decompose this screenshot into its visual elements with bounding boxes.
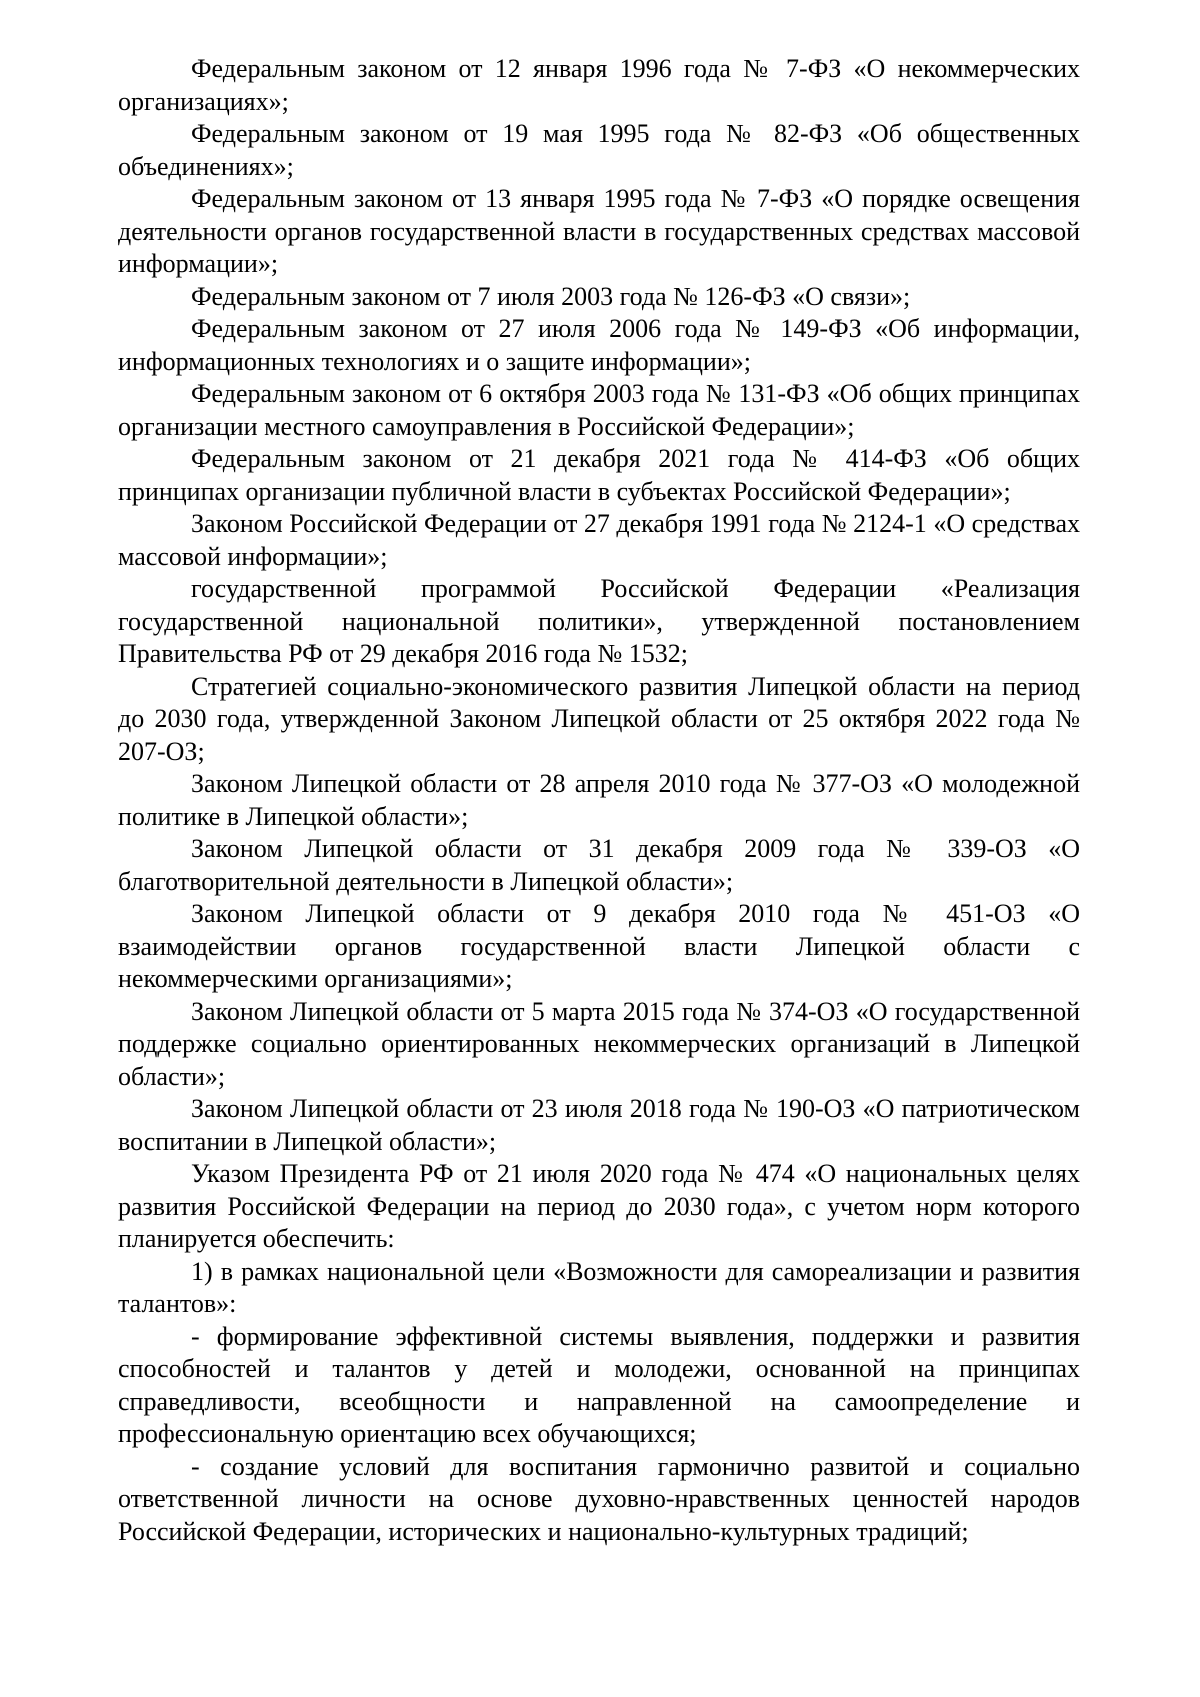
paragraph-national-goal: 1) в рамках национальной цели «Возможности для самореализации и развития талантов»: xyxy=(118,1256,1080,1318)
paragraph-goal-item-education: - создание условий для воспитания гармонично развитой и социально ответственной личности на основе духовно-нравственных ценностей народов Российской Федерации, исторических и национально-культурных традиций; xyxy=(118,1451,1080,1546)
paragraph-law-nko-support: Законом Липецкой области от 5 марта 2015 года № 374-ОЗ «О государственной поддержке социально ориентированных некоммерческих организаций в Липецкой области»; xyxy=(118,996,1080,1091)
paragraph-law-nko-interaction: Законом Липецкой области от 9 декабря 2010 года № 451-ОЗ «О взаимодействии органов государственной власти Липецкой области с некоммерческими организациями»; xyxy=(118,899,1080,993)
paragraph-law-information: Федеральным законом от 27 июля 2006 года № 149-ФЗ «Об информации, информационных технологиях и о защите информации»; xyxy=(118,314,1080,376)
paragraph-law-mass-media: Законом Российской Федерации от 27 декабря 1991 года № 2124-1 «О средствах массовой информации»; xyxy=(118,509,1080,571)
paragraph-development-strategy: Стратегией социально-экономического развития Липецкой области на период до 2030 года, утвержденной Законом Липецкой области от 25 октября 2022 года № 207-ОЗ; xyxy=(118,671,1080,766)
paragraph-state-program: государственной программой Российской Федерации «Реализация государственной национальной политики», утвержденной постановлением Правительства РФ от 29 декабря 2016 года № 1532; xyxy=(118,574,1080,668)
paragraph-goal-item-talents: - формирование эффективной системы выявления, поддержки и развития способностей и талантов у детей и молодежи, основанной на принципах справедливости, всеобщности и направленной на самоопределение и профессиональную ориентацию всех обучающихся; xyxy=(118,1321,1080,1448)
paragraph-law-public-authority: Федеральным законом от 21 декабря 2021 года № 414-ФЗ «Об общих принципах организации публичной власти в субъектах Российской Федерации»; xyxy=(118,444,1080,506)
paragraph-law-local-government: Федеральным законом от 6 октября 2003 года № 131-ФЗ «Об общих принципах организации местного самоуправления в Российской Федерации»; xyxy=(118,379,1080,441)
paragraph-law-charity: Законом Липецкой области от 31 декабря 2009 года № 339-ОЗ «О благотворительной деятельности в Липецкой области»; xyxy=(118,834,1080,896)
paragraph-law-patriotic-education: Законом Липецкой области от 23 июля 2018 года № 190-ОЗ «О патриотическом воспитании в Липецкой области»; xyxy=(118,1094,1080,1156)
paragraph-presidential-decree: Указом Президента РФ от 21 июля 2020 года № 474 «О национальных целях развития Российской Федерации на период до 2030 года», с учетом норм которого планируется обеспечить: xyxy=(118,1159,1080,1253)
paragraph-law-media-coverage: Федеральным законом от 13 января 1995 года № 7-ФЗ «О порядке освещения деятельности органов государственной власти в государственных средствах массовой информации»; xyxy=(118,184,1080,278)
paragraph-law-nko: Федеральным законом от 12 января 1996 года № 7-ФЗ «О некоммерческих организациях»; xyxy=(118,54,1080,116)
paragraph-law-communications: Федеральным законом от 7 июля 2003 года № 126-ФЗ «О связи»; xyxy=(191,281,911,311)
document-page xyxy=(118,53,1080,1548)
paragraph-law-youth-policy: Законом Липецкой области от 28 апреля 2010 года № 377-ОЗ «О молодежной политике в Липецкой области»; xyxy=(118,769,1080,831)
paragraph-law-public-associations: Федеральным законом от 19 мая 1995 года № 82-ФЗ «Об общественных объединениях»; xyxy=(118,119,1080,181)
